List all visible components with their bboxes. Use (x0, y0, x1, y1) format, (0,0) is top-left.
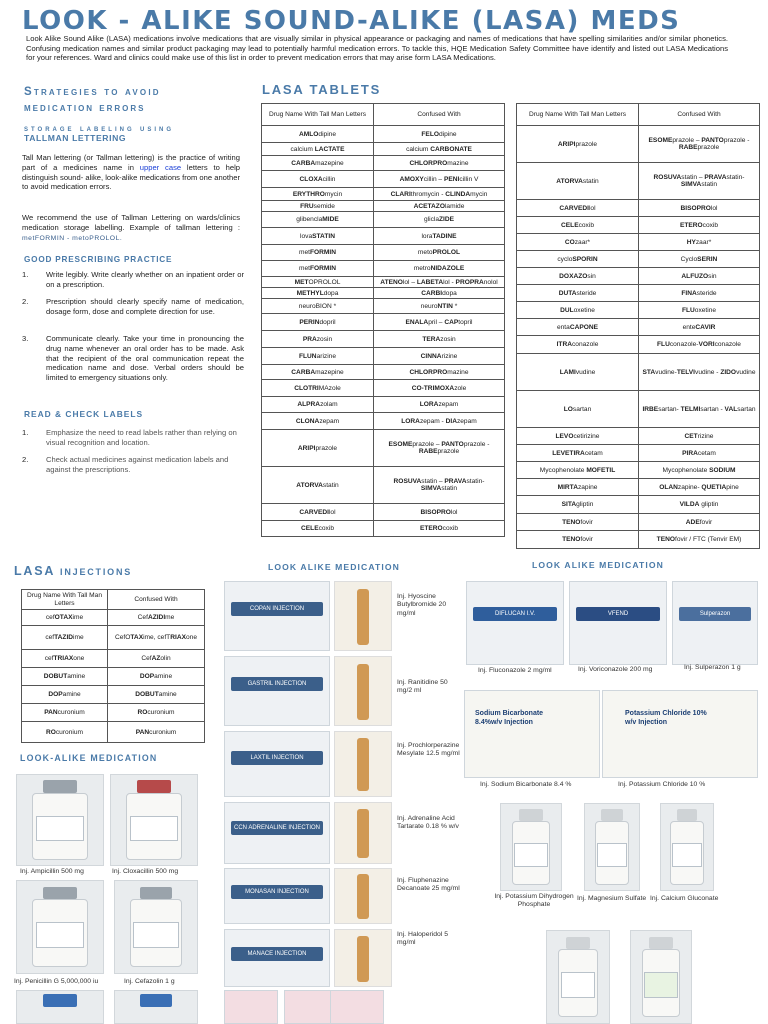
drug-name-cell: CLONAzepam (262, 413, 374, 430)
drug-name-cell: CARBAmazepine (262, 365, 374, 380)
good-item (22, 334, 244, 383)
confused-with-cell: ADEfovir (639, 514, 760, 531)
injection-box-label: CCN ADRENALINE INJECTION (231, 821, 323, 835)
drug-name-cell: glibenclaMIDE (262, 212, 374, 228)
drug-name-cell: CARVEDIlol (262, 504, 374, 521)
confused-with-cell: LORAzepam (374, 397, 505, 413)
table-row (262, 413, 505, 430)
strategies-heading-line1: Strategies to avoid (24, 86, 161, 98)
confused-with-cell: gliclaZIDE (374, 212, 505, 228)
good-item (22, 297, 244, 317)
ampoule-photo (334, 868, 392, 924)
confused-with-cell: STAvudine-TELVIvudine - ZIDOvudine (639, 354, 760, 391)
table-row (517, 479, 760, 496)
good-text: Write legibly. Write clearly whether on an inpatient order or on a prescription. (46, 270, 244, 289)
confused-with-cell: calcium CARBONATE (374, 143, 505, 156)
table-row (262, 245, 505, 261)
drug-name-cell: CLOXAcillin (262, 171, 374, 188)
injection-box-photo (224, 731, 330, 797)
table-row (517, 200, 760, 217)
drug-name-cell: CARVEDIlol (517, 200, 639, 217)
diflucan-box-label: DIFLUCAN I.V. (473, 607, 557, 621)
confused-with-cell: metroNIDAZOLE (374, 261, 505, 277)
injection-box-photo (224, 868, 330, 924)
table-row (517, 268, 760, 285)
table-row (262, 299, 505, 314)
confused-with-cell: CycloSERIN (639, 251, 760, 268)
confused-with-cell: HYzaar* (639, 234, 760, 251)
table-row (22, 704, 205, 722)
drug-name-cell: ARIPIprazole (262, 430, 374, 467)
table-row (517, 391, 760, 428)
confused-with-cell: AMOXYcillin – PENIcillin V (374, 171, 505, 188)
potassium-chloride-box-photo (602, 690, 758, 778)
drug-name-cell: PANcuronium (22, 704, 108, 722)
injection-box-label: MANACE INJECTION (231, 947, 323, 961)
injection-box-photo (224, 581, 330, 651)
confused-with-cell: ESOMEprazole – PANTOprazole - RABEprazole (374, 430, 505, 467)
vial-photo-partial-1 (16, 990, 104, 1024)
tallman-text-pre: Tall Man lettering (or Tallman lettering) is the practice of writing part of a medicines name in (22, 153, 240, 172)
table-row (262, 143, 505, 156)
cefazolin-vial-photo (114, 880, 198, 974)
drug-name-cell: MIRTAzapine (517, 479, 639, 496)
bottle-photo-partial-1 (546, 930, 610, 1024)
table-row (262, 201, 505, 212)
table-row (262, 126, 505, 143)
vfend-box-label: VFEND (576, 607, 660, 621)
intro-paragraph: Look Alike Sound Alike (LASA) medications involve medications that are visually similar in physical appearance or packaging and names of medications that have spelling similarities and/or similar phonetics. Confusing medication names and similar product packaging may lead to potentially harmful medication errors. To tackle this, HQE Medication Safety Committee have identify and listed out LASA Medications for your references. Ward and clinics could make use of this list in order to prevent medication errors that may arise form LASA Medications. (26, 34, 728, 63)
drug-name-cell: LOsartan (517, 391, 639, 428)
table-row (517, 462, 760, 479)
confused-with-cell: CefAZolin (108, 650, 205, 668)
confused-with-cell: ALFUZOsin (639, 268, 760, 285)
table-row (517, 251, 760, 268)
drug-name-cell: CLOTRIMAzole (262, 380, 374, 397)
confused-with-cell: BISOPROlol (374, 504, 505, 521)
injection-box-photo (224, 656, 330, 726)
tallman-text-post: letters to help distinguish sound- alike, look-alike medications from one another to avoid medication errors. (22, 162, 240, 192)
caption-injection: Inj. Haloperidol 5 mg/ml (397, 931, 449, 947)
confused-with-cell: neuroNTIN * (374, 299, 505, 314)
drug-name-cell: cefTAZIDime (22, 626, 108, 650)
caption-injection: Inj. Adrenaline Acid Tartarate 0.18 % w/v (397, 815, 459, 831)
confused-with-cell: loraTADINE (374, 228, 505, 245)
drug-name-cell: metFORMIN (262, 245, 374, 261)
table-row (517, 126, 760, 163)
table-row (517, 514, 760, 531)
caption-ampicillin: Inj. Ampicillin 500 mg (20, 868, 84, 875)
table-row (262, 188, 505, 201)
caption-injection: Inj. Ranitidine 50 mg/2 ml (397, 679, 448, 695)
table-row (262, 380, 505, 397)
confused-with-cell: CARBIdopa (374, 288, 505, 299)
good-text: Communicate clearly. Take your time in pronouncing the drug name whenever an oral order has to be made. Ask that the recipient of the oral communication repeat the medication name and dose. Verbal orders should be limited to emergency situations only. (46, 334, 244, 383)
confused-with-cell: CETrizine (639, 428, 760, 445)
confused-with-cell: OLANzapine- QUETIApine (639, 479, 760, 496)
drug-name-cell: ITRAconazole (517, 336, 639, 354)
confused-with-cell: enteCAVIR (639, 319, 760, 336)
recommend-example: metFORMIN - metoPROLOL. (22, 234, 123, 242)
drug-name-cell: LAMIvudine (517, 354, 639, 391)
confused-with-cell: FLUoxetine (639, 302, 760, 319)
drug-name-cell: metFORMIN (262, 261, 374, 277)
table-row (262, 348, 505, 365)
caption-fluconazole: Inj. Fluconazole 2 mg/ml (478, 667, 552, 674)
caption-potassium-chloride: Inj. Potassium Chloride 10 % (618, 781, 706, 788)
injection-box-photo (224, 802, 330, 864)
confused-with-cell: IRBEsartan- TELMIsartan - VALsartan (639, 391, 760, 428)
caption-cefazolin: Inj. Cefazolin 1 g (124, 978, 175, 985)
drug-name-cell: neuroBION * (262, 299, 374, 314)
storage-heading-line1: storage labeling using (24, 123, 175, 133)
sulperazon-box-label: Sulperazon (679, 607, 751, 621)
caption-cloxacillin: Inj. Cloxacillin 500 mg (112, 868, 179, 875)
ampoule-photo (334, 802, 392, 864)
ampicillin-vial-photo (16, 774, 104, 866)
table-row (22, 610, 205, 626)
drug-name-cell: AMLOdipine (262, 126, 374, 143)
drug-name-cell: cycloSPORIN (517, 251, 639, 268)
table-row (262, 467, 505, 504)
injection-box-label: GASTRIL INJECTION (231, 677, 323, 691)
injection-box-label: LAXTIL INJECTION (231, 751, 323, 765)
drug-name-cell: TENOfovir (517, 531, 639, 549)
tallman-paragraph (22, 153, 240, 192)
strategies-heading-line2: medication errors (24, 102, 146, 114)
table-row (262, 331, 505, 348)
confused-with-cell: CefOTAXime, cefTRIAXone (108, 626, 205, 650)
read-item (22, 428, 244, 448)
ampoule-photo (334, 929, 392, 987)
confused-with-cell: ESOMEprazole – PANTOprazole - RABEprazole (639, 126, 760, 163)
confused-with-cell: CefAZIDIme (108, 610, 205, 626)
good-number: 3. (22, 334, 29, 343)
drug-name-cell: LEVETIRAcetam (517, 445, 639, 462)
injection-box-photo-partial (330, 990, 384, 1024)
confused-with-cell: metoPROLOL (374, 245, 505, 261)
good-number: 2. (22, 297, 29, 306)
confused-with-cell: Mycophenolate SODIUM (639, 462, 760, 479)
drug-name-cell: DOBUTamine (22, 668, 108, 686)
drug-name-cell: DUTAsteride (517, 285, 639, 302)
drug-name-cell: METOPROLOL (262, 277, 374, 288)
caption-calcium-gluconate: Inj. Calcium Gluconate (650, 895, 719, 902)
table-row (517, 354, 760, 391)
look-alike-heading-left: LOOK-ALIKE MEDICATION (20, 753, 158, 763)
drug-name-cell: DOXAZOsin (517, 268, 639, 285)
penicillin-vial-photo (16, 880, 104, 974)
look-alike-heading-middle: LOOK ALIKE MEDICATION (268, 562, 400, 572)
drug-name-cell: DOPamine (22, 686, 108, 704)
table-row (517, 302, 760, 319)
drug-name-cell: TENOfovir (517, 514, 639, 531)
caption-potassium-phosphate: Inj. Potassium Dihydrogen Phosphate (494, 893, 574, 909)
drug-name-cell: entaCAPONE (517, 319, 639, 336)
read-check-heading: READ & CHECK LABELS (24, 409, 144, 419)
table-row (262, 397, 505, 413)
potassium-chloride-box-text: Potassium Chloride 10% w/v Injection (625, 710, 707, 726)
vial-photo-partial-2 (114, 990, 198, 1024)
read-item (22, 455, 244, 475)
drug-name-cell: cefOTAXime (22, 610, 108, 626)
lasa-tablets-table (261, 103, 505, 537)
confused-with-cell: DOBUTamine (108, 686, 205, 704)
confused-with-cell: PANcuronium (108, 722, 205, 743)
table-row (517, 445, 760, 462)
tallman-text-upper-case: upper case (139, 162, 182, 172)
confused-with-cell: FINAsteride (639, 285, 760, 302)
sulperazon-photo (672, 581, 758, 665)
page-title: LOOK - ALIKE SOUND-ALIKE (LASA) MEDS (22, 6, 681, 36)
table-row (22, 686, 205, 704)
confused-with-cell: ROcuronium (108, 704, 205, 722)
look-alike-heading-right: LOOK ALIKE MEDICATION (532, 560, 664, 570)
confused-with-cell: TERAzosin (374, 331, 505, 348)
table-row (262, 171, 505, 188)
confused-with-cell: CO-TRIMOXAzole (374, 380, 505, 397)
confused-with-cell: FELOdipine (374, 126, 505, 143)
table-row (262, 314, 505, 331)
lasa-injections-table (21, 589, 205, 743)
confused-with-cell: TENOfovir / FTC (Tenvir EM) (639, 531, 760, 549)
drug-name-cell: ATORVAstatin (517, 163, 639, 200)
confused-with-cell: ETEROcoxib (639, 217, 760, 234)
table-row (262, 504, 505, 521)
table-row (22, 626, 205, 650)
read-number: 2. (22, 455, 29, 464)
confused-with-cell: CHLORPROmazine (374, 156, 505, 171)
good-text: Prescription should clearly specify name of medication, dosage form, dose and complete direction for use. (46, 297, 244, 316)
caption-penicillin: Inj. Penicillin G 5,000,000 iu (14, 978, 99, 985)
injection-box-label: COPAN INJECTION (231, 602, 323, 616)
drug-name-cell: cefTRIAXone (22, 650, 108, 668)
table-row (517, 336, 760, 354)
sodium-bicarbonate-box-photo (464, 690, 600, 778)
table-row (517, 496, 760, 514)
table-row (22, 650, 205, 668)
caption-sulperazon: Inj. Sulperazon 1 g (684, 664, 741, 671)
table-row (517, 319, 760, 336)
drug-name-cell: ARIPIprazole (517, 126, 639, 163)
bottle-photo-partial-2 (630, 930, 692, 1024)
ampoule-photo (334, 731, 392, 797)
col-header-drug-name: Drug Name With Tall Man Letters (262, 104, 374, 126)
caption-magnesium-sulfate: Inj. Magnesium Sulfate (577, 895, 647, 902)
drug-name-cell: ATORVAstatin (262, 467, 374, 504)
table-row (517, 428, 760, 445)
confused-with-cell: ACETAZOlamide (374, 201, 505, 212)
drug-name-cell: lovaSTATIN (262, 228, 374, 245)
table-row (517, 163, 760, 200)
recommend-paragraph (22, 213, 240, 243)
table-row (262, 430, 505, 467)
drug-name-cell: COzaar* (517, 234, 639, 251)
table-row (262, 156, 505, 171)
caption-injection: Inj. Hyoscine Butylbromide 20 mg/ml (397, 593, 447, 617)
confused-with-cell: CLARIthromycin - CLINDAmycin (374, 188, 505, 201)
table-row (517, 285, 760, 302)
table-row (262, 365, 505, 380)
lasa-injections-heading: LASA injections (14, 564, 133, 578)
confused-with-cell: ATENOlol – LABETAlol - PROPRAnolol (374, 277, 505, 288)
confused-with-cell: VILDA gliptin (639, 496, 760, 514)
drug-name-cell: CELEcoxib (262, 521, 374, 537)
drug-name-cell: CARBAmazepine (262, 156, 374, 171)
drug-name-cell: ROcuronium (22, 722, 108, 743)
drug-name-cell: calcium LACTATE (262, 143, 374, 156)
magnesium-sulfate-bottle-photo (584, 803, 640, 891)
vfend-photo (569, 581, 667, 665)
good-number: 1. (22, 270, 29, 279)
injection-box-label: MONASAN INJECTION (231, 885, 323, 899)
table-row (262, 212, 505, 228)
storage-heading-line2: TALLMAN LETTERING (24, 133, 127, 143)
drug-name-cell: ALPRAzolam (262, 397, 374, 413)
ampoule-photo (334, 581, 392, 651)
caption-injection: Inj. Fluphenazine Decanoate 25 mg/ml (397, 877, 460, 893)
confused-with-cell: ROSUVAstatin – PRAVAstatin-SIMVAstatin (374, 467, 505, 504)
caption-injection: Inj. Prochlorperazine Mesylate 12.5 mg/ml (397, 742, 460, 758)
good-prescribing-heading: GOOD PRESCRIBING PRACTICE (24, 255, 173, 264)
confused-with-cell: ROSUVAstatin – PRAVAstatin-SIMVAstatin (639, 163, 760, 200)
caption-voriconazole: Inj. Voriconazole 200 mg (578, 666, 653, 673)
confused-with-cell: CINNArizine (374, 348, 505, 365)
drug-name-cell: SITAgliptin (517, 496, 639, 514)
injection-box-photo (224, 929, 330, 987)
sodium-bicarbonate-box-text: Sodium Bicarbonate 8.4%w/v Injection (475, 710, 544, 726)
recommend-text: We recommend the use of Tallman Lettering on wards/clinics medication storage labelling. Example of tallman lettering : (22, 213, 240, 232)
cloxacillin-vial-photo (110, 774, 198, 866)
read-text: Check actual medicines against medication labels and against the prescriptions. (46, 455, 229, 474)
confused-with-cell: ETEROcoxib (374, 521, 505, 537)
lasa-tablets-table-2 (516, 103, 760, 549)
drug-name-cell: FRUsemide (262, 201, 374, 212)
drug-name-cell: Mycophenolate MOFETIL (517, 462, 639, 479)
confused-with-cell: CHLORPROmazine (374, 365, 505, 380)
read-number: 1. (22, 428, 29, 437)
table-row (262, 277, 505, 288)
lasa-tablets-heading: LASA TABLETS (262, 82, 382, 97)
potassium-phosphate-bottle-photo (500, 803, 562, 891)
col-header-drug-name: Drug Name With Tall Man Letters (22, 590, 108, 610)
calcium-gluconate-bottle-photo (660, 803, 714, 891)
good-item (22, 270, 244, 290)
table-row (22, 722, 205, 743)
table-row (22, 668, 205, 686)
table-row (262, 228, 505, 245)
diflucan-photo (466, 581, 564, 665)
table-row (262, 288, 505, 299)
confused-with-cell: FLUconazole-VORIconazole (639, 336, 760, 354)
drug-name-cell: LEVOcetirizine (517, 428, 639, 445)
drug-name-cell: PRAzosin (262, 331, 374, 348)
drug-name-cell: CELEcoxib (517, 217, 639, 234)
drug-name-cell: PERINdopril (262, 314, 374, 331)
table-row (517, 234, 760, 251)
injection-box-photo-partial (224, 990, 278, 1024)
ampoule-photo (334, 656, 392, 726)
drug-name-cell: FLUNarizine (262, 348, 374, 365)
table-row (517, 217, 760, 234)
confused-with-cell: PIRAcetam (639, 445, 760, 462)
col-header-drug-name: Drug Name With Tall Man Letters (517, 104, 639, 126)
table-row (262, 261, 505, 277)
confused-with-cell: LORAzepam - DIAzepam (374, 413, 505, 430)
drug-name-cell: ERYTHROmycin (262, 188, 374, 201)
table-row (262, 521, 505, 537)
col-header-confused-with: Confused With (374, 104, 505, 126)
confused-with-cell: BISOPROlol (639, 200, 760, 217)
confused-with-cell: ENALApril – CAPtopril (374, 314, 505, 331)
col-header-confused-with: Confused With (639, 104, 760, 126)
col-header-confused-with: Confused With (108, 590, 205, 610)
read-text: Emphasize the need to read labels rather than relying on visual recognition and location. (46, 428, 237, 447)
confused-with-cell: DOPamine (108, 668, 205, 686)
drug-name-cell: METHYLdopa (262, 288, 374, 299)
table-row (517, 531, 760, 549)
caption-sodium-bicarbonate: Inj. Sodium Bicarbonate 8.4 % (480, 781, 572, 788)
drug-name-cell: DULoxetine (517, 302, 639, 319)
